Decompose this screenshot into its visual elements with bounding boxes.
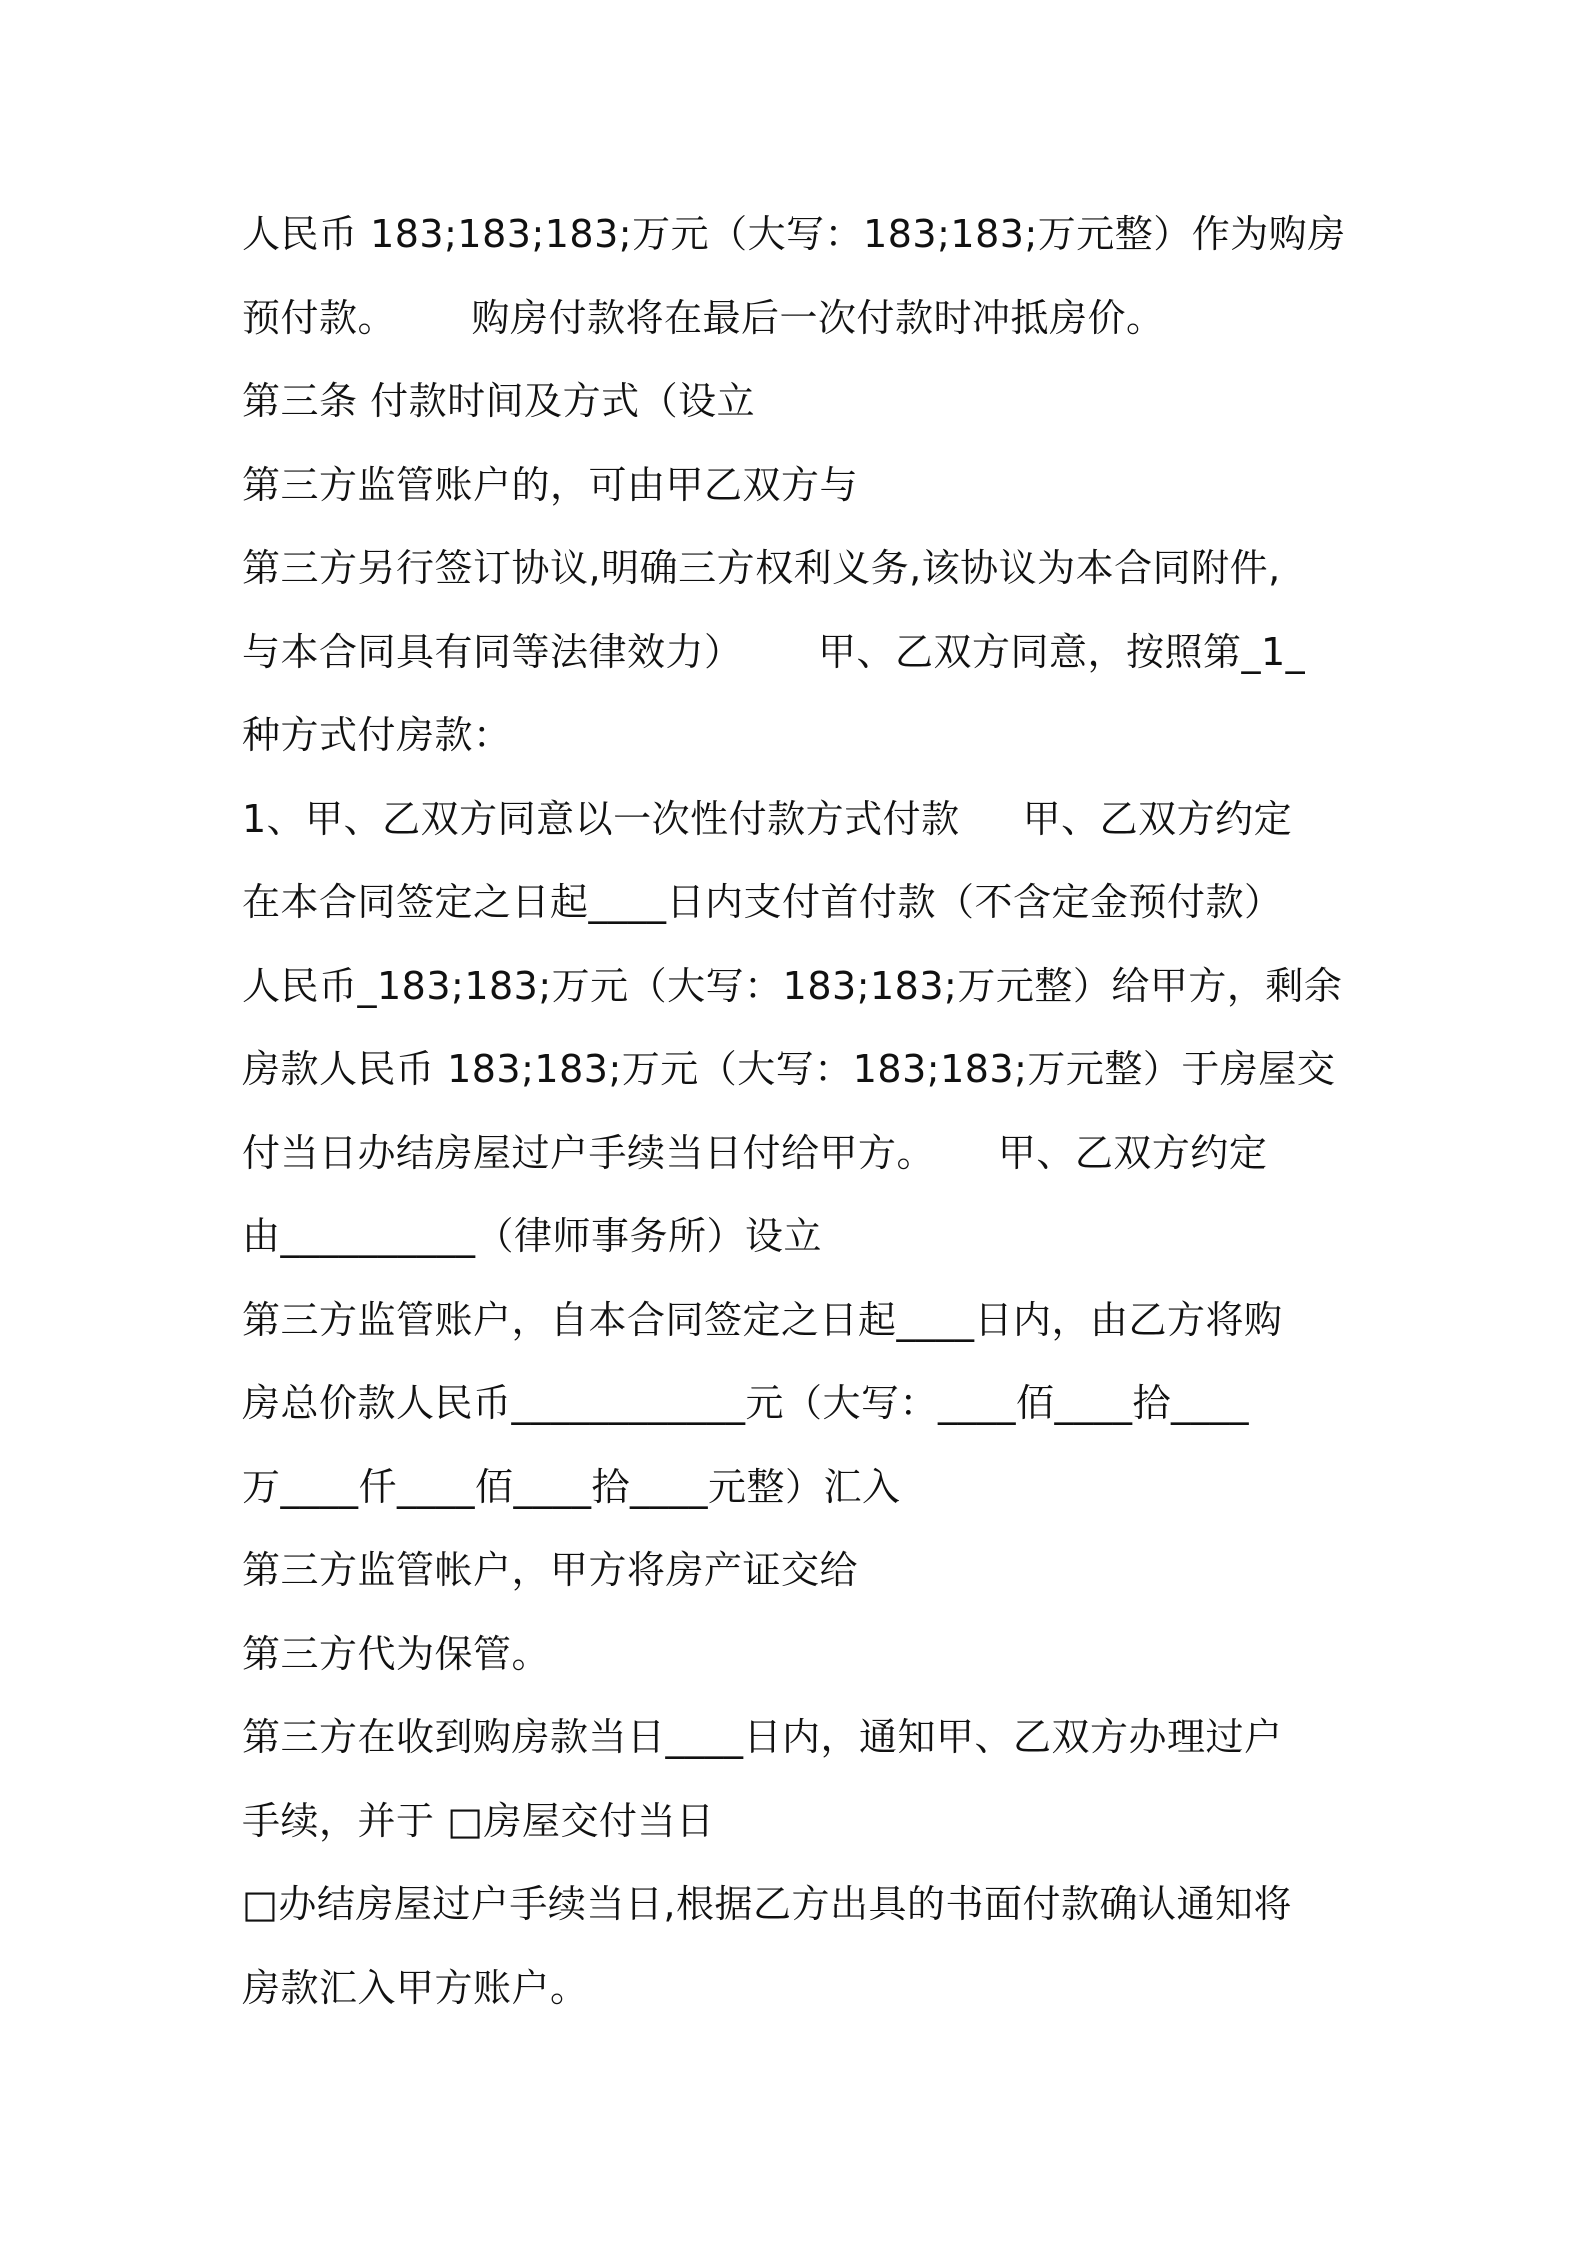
- text-line-7: 种方式付房款：: [242, 713, 512, 757]
- text-line-10: 人民币_183;183;万元（大写：183;183;万元整）给甲方，剩余: [242, 963, 1343, 1008]
- text-line-19: 第三方在收到购房款当日____日内，通知甲、乙双方办理过户: [242, 1715, 1283, 1759]
- text-line-16: 万____仟____佰____拾____元整）汇入: [242, 1464, 901, 1509]
- text-line-9: 在本合同签定之日起____日内支付首付款（不含定金预付款）: [242, 880, 1283, 924]
- text-line-21: □办结房屋过户手续当日,根据乙方出具的书面付款确认通知将: [242, 1882, 1292, 1926]
- text-line-15: 房总价款人民币____________元（大写：____佰____拾____: [242, 1381, 1250, 1425]
- text-line-20: 手续，并于 □房屋交付当日: [242, 1798, 715, 1843]
- text-line-13: 由__________（律师事务所）设立: [242, 1214, 823, 1258]
- text-line-3: 第三条 付款时间及方式（设立: [242, 379, 756, 423]
- text-line-2: 预付款。 购房付款将在最后一次付款时冲抵房价。: [242, 295, 1165, 340]
- text-line-11: 房款人民币 183;183;万元（大写：183;183;万元整）于房屋交: [242, 1047, 1336, 1091]
- text-line-6: 与本合同具有同等法律效力） 甲、乙双方同意，按照第_1_: [242, 629, 1306, 674]
- text-line-12: 付当日办结房屋过户手续当日付给甲方。 甲、乙双方约定: [242, 1130, 1268, 1175]
- text-line-22: 房款汇入甲方账户。: [242, 1965, 589, 2010]
- contract-text: [242, 193, 1352, 2030]
- text-line-17: 第三方监管帐户，甲方将房产证交给: [242, 1548, 859, 1592]
- text-line-1: 人民币 183;183;183;万元（大写：183;183;万元整）作为购房: [242, 212, 1346, 256]
- text-line-5: 第三方另行签订协议,明确三方权利义务,该协议为本合同附件,: [242, 546, 1281, 590]
- text-line-8: 1、甲、乙双方同意以一次性付款方式付款 甲、乙双方约定: [242, 796, 1293, 841]
- text-line-14: 第三方监管账户，自本合同签定之日起____日内，由乙方将购: [242, 1297, 1283, 1342]
- text-line-18: 第三方代为保管。: [242, 1631, 551, 1676]
- text-line-4: 第三方监管账户的，可由甲乙双方与: [242, 462, 859, 507]
